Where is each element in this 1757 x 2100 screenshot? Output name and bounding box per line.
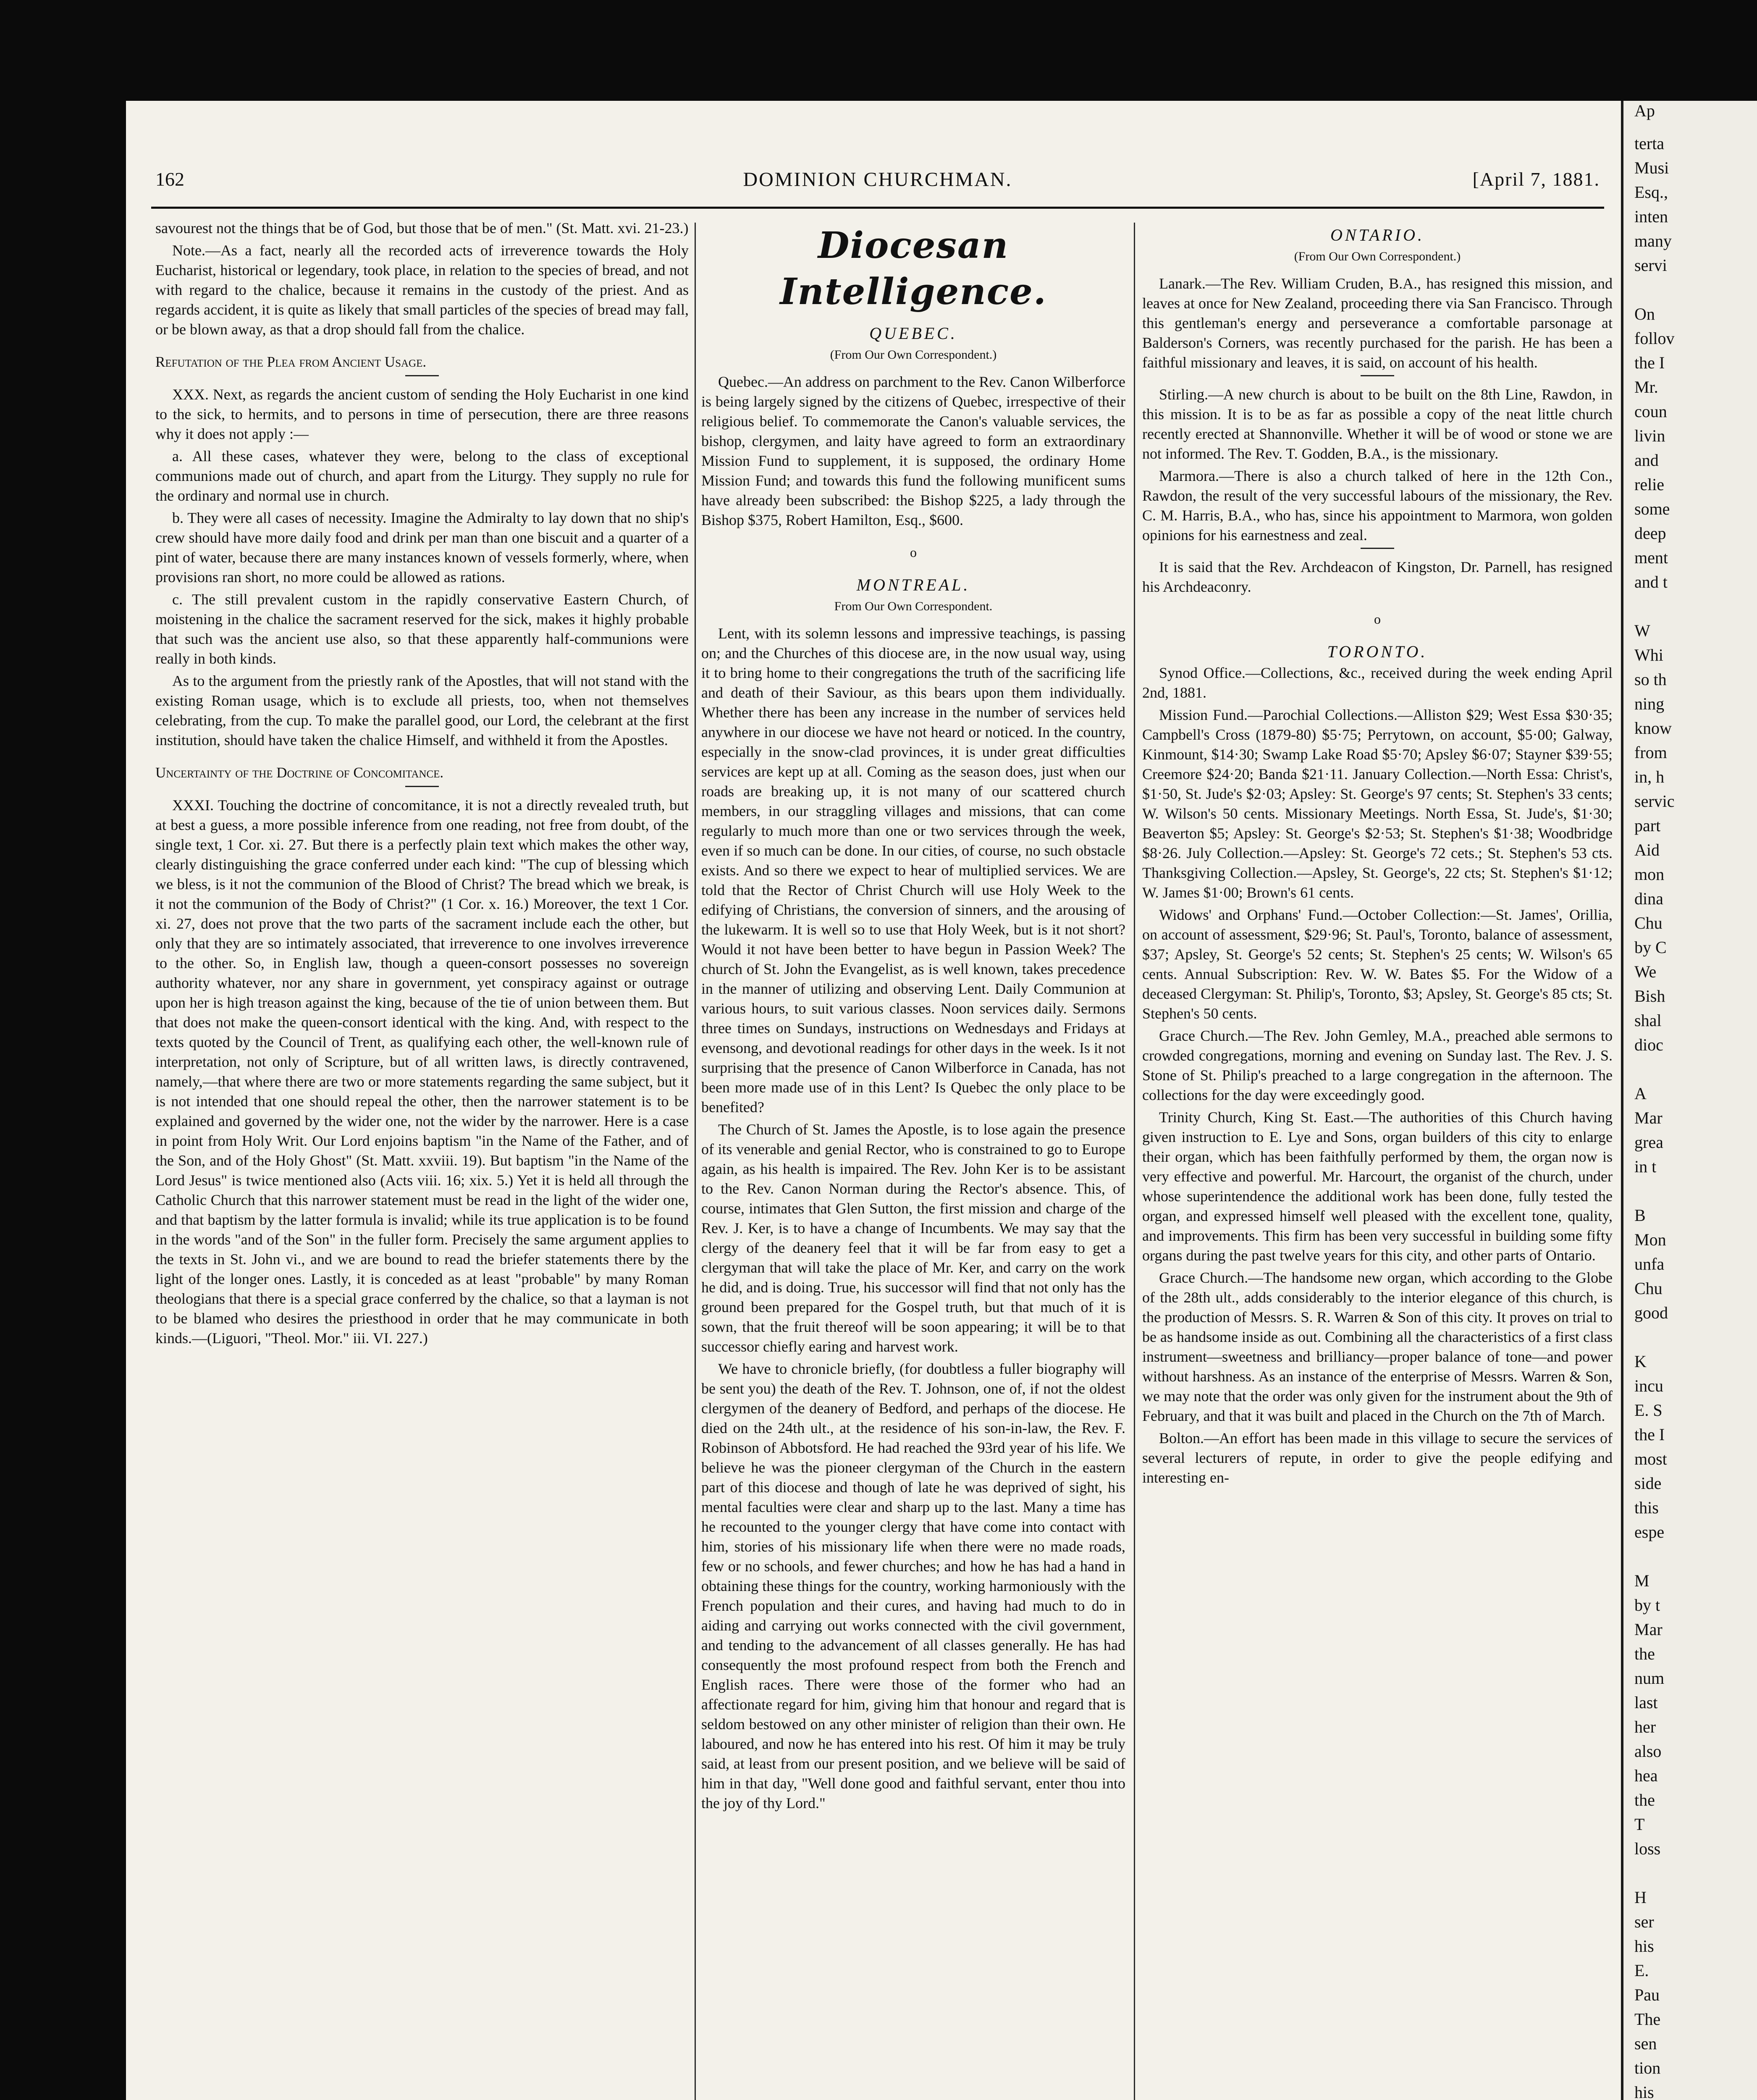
masthead: DOMINION CHURCHMAN.: [743, 168, 1012, 191]
adjacent-page-fragment: E. S: [1634, 1401, 1663, 1420]
adjacent-page-fragment: livin: [1634, 426, 1665, 445]
adjacent-page-fragment: from: [1634, 743, 1667, 762]
paragraph: Grace Church.—The handsome new organ, which according to the Globe of the 28th ult., adds considerably to the interior elegance of this church, is the production of Messrs. S. R. Warren & Son of this city. It proves on trial to be as handsome inside as out. Combining all the characteristics of a first class instrument—sweetness and brilliancy—proper balance of tone—and power without harshness. As an instance of the enterprise of Messrs. Warren & Son, we may note that the order was only given for the instrument about the 9th of February, and that it was built and placed in the Church on the 7th of March.: [1142, 1269, 1613, 1424]
adjacent-page-fragment: ser: [1634, 1912, 1654, 1931]
correspondent-line: (From Our Own Correspondent.): [830, 348, 997, 362]
paragraph: Synod Office.—Collections, &c., received during the week ending April 2nd, 1881.: [1142, 664, 1613, 701]
fragment-gap: [1623, 278, 1757, 302]
adjacent-page-fragment: Whi: [1634, 646, 1663, 664]
fragment-gap: [1623, 1057, 1757, 1082]
paragraph: The Church of St. James the Apostle, is to lose again the presence of its venerable and genial Rector, who is constrained to go to Europe again, as his health is impaired. The Rev. John Ker is to be assistant to the Rev. Canon Norman during the Rector's absence. This, of course, intimates that Glen Sutton, the first mission and charge of the Rev. J. Ker, is to have a change of Incumbents. We may say that the clergy of the deanery feel that it will be far from easy to get a clergyman that will take the place of Mr. Ker, and carry on the work he did, and is doing. True, his successor will find that not only has the ground been prepared for the Gospel truth, but that much of it is sown, that the fruit thereof will be soon appearing; it will be to that successor chiefly earing and harvest work.: [701, 1121, 1125, 1355]
column-2: [701, 218, 1125, 2100]
paragraph: XXXI. Touching the doctrine of concomitance, it is not a directly revealed truth, but at best a guess, a more possible inference from one reading, not free from doubt, of the single text, 1 Cor. xi. 27. But there is a perfectly plain text which makes the other way, clearly distinguishing the grace conferred under each kind: "The cup of blessing which we bless, is it not the communion of the Blood of Christ? The bread which we break, is it not the communion of the Body of Christ?" (1 Cor. x. 16.) Moreover, the text 1 Cor. xi. 27, does not prove that the two parts of the sacrament include each the other, but only that they are so intimately associated, that irreverence to one involves irreverence to the other. So, in English law, though a queen-consort possesses no sovereign authority whatever, nor any share in government, yet conspiracy against or outrage upon her is high treason against the king, because of the tie of union between them. But that does not make the queen-consort identical with the king. And, with respect to the texts quoted by the Council of Trent, as qualifying each other, the well-known rule of interpretation, not only of Scripture, but of all written laws, is directly contravened, namely,—that where there are two or more statements regarding the same subject, but it is not intended that one should repeal the other, then the narrower statement is to be explained and governed by the wider one, not the wider by the narrower. Here is a case in point from Holy Writ. Our Lord enjoins baptism "in the Name of the Father, and of the Son, and of the Holy Ghost" (St. Matt. xxviii. 19). But baptism "in the Name of the Lord Jesus" is twice mentioned also (Acts viii. 16; xix. 5.) Yet it is held all through the Catholic Church that this narrower statement must be read in the light of the wider one, and that baptism by the latter formula is invalid; while its true application is to be found in the words "and of the Son" in the fuller form. Precisely the same argument applies to the texts in St. John vi., and we are bound to read the briefer statements there by the light of the longer ones. Lastly, it is conceded as at least "probable" by many Roman theologians that there is a special grace conferred by the chalice, so that a layman is not to be blamed who desires the priesthood in order that he may communicate in both kinds.—(Liguori, "Theol. Mor." iii. VI. 227.): [155, 797, 689, 1347]
paragraph: c. The still prevalent custom in the rapidly conservative Eastern Church, of moistening in the chalice the sacrament reserved for the sick, makes it highly probable that such was the ancient use also, so that these apparently half-communions were really in both kinds.: [155, 591, 689, 667]
adjacent-page-fragment: Chu: [1634, 914, 1663, 932]
adjacent-page-fragment: his: [1634, 2083, 1654, 2100]
diocese-heading: TORONTO.: [1327, 642, 1428, 661]
adjacent-page-fragment: Esq.,: [1634, 183, 1668, 202]
paragraph: Lent, with its solemn lessons and impressive teachings, is passing on; and the Churches of this diocese are, in the now usual way, using it to bring home to their congregations the truth of the sacrificing life and death of their Saviour, as this bears upon them individually. Whether there has been any increase in the number of services held anywhere in our diocese we have not heard or noticed. In the country, especially in the snow-clad provinces, it is under great difficulties services are kept up at all. Coming as the season does, just when our roads are breaking up, it is not many of our scattered church members, in our straggling villages and missions, that can come regularly to much more than one or two services through the week, even if so much can be done. In our cities, of course, no such obstacle exists. And so there we expect to hear of multiplied services. We are told that the Rector of Christ Church will use Holy Week to the edifying of Christians, the conversion of sinners, and the arousing of the lukewarm. It is well so to use that Holy Week, but is it not short? Would it not have been better to have begun in Passion Week? The church of St. John the Evangelist, as is well known, takes precedence in the manner of utilizing and observing Lent. Daily Communion at various hours, to suit various classes. Noon services daily. Sermons three times on Sundays, instructions on Wednesdays and Fridays at evensong, and devotional readings for other days in the week. Is it not surprising that the presence of Canon Wilberforce in Canada, has not been more made use of in this Lent? Is Quebec the only place to be benefited?: [701, 625, 1125, 1116]
adjacent-page-fragment: dioc: [1634, 1035, 1663, 1054]
adjacent-page-fragment: W: [1634, 621, 1650, 640]
adjacent-page-fragment: The: [1634, 2010, 1661, 2029]
adjacent-page-fragment: part: [1634, 816, 1661, 835]
adjacent-page-fragment: On: [1634, 304, 1655, 323]
fragment-gap: [1623, 1544, 1757, 1569]
adjacent-page-fragment: in t: [1634, 1157, 1657, 1176]
paragraph: XXX. Next, as regards the ancient custom of sending the Holy Eucharist in one kind to the sick, to hermits, and to persons in time of persecution, there are three reasons why it does not apply :—: [155, 386, 689, 442]
short-rule: [1361, 548, 1394, 549]
adjacent-page-fragment: some: [1634, 499, 1670, 518]
column-rule: [695, 223, 696, 2100]
adjacent-page-fragment: this: [1634, 1498, 1659, 1517]
adjacent-page-fragment: H: [1634, 1888, 1647, 1907]
adjacent-page-fragment: many: [1634, 231, 1672, 250]
adjacent-page-fragment: unfa: [1634, 1255, 1665, 1273]
adjacent-page-fragment: deep: [1634, 524, 1666, 543]
fragment-gap: [1623, 1861, 1757, 1885]
paragraph: Note.—As a fact, nearly all the recorded acts of irreverence towards the Holy Eucharist, historical or legendary, took place, in relation to the species of bread, and not with regard to the chalice, because it remains in the custody of the priest. And as regards accident, it is quite as likely that small particles of the species of bread may fall, or be blown away, as that a drop should fall from the chalice.: [155, 242, 689, 338]
short-rule: [405, 375, 439, 376]
paragraph: Marmora.—There is also a church talked of here in the 12th Con., Rawdon, the result of the very successful labours of the missionary, the Rev. C. M. Harris, B.A., who has, since his appointment to Marmora, won golden opinions for his earnestness and zeal.: [1142, 467, 1613, 543]
column-rule: [1134, 223, 1135, 2100]
paragraph: a. All these cases, whatever they were, belong to the class of exceptional communions made out of church, and apart from the Liturgy. They supply no rule for the ordinary and normal use in church.: [155, 448, 689, 504]
adjacent-page-fragment: Bish: [1634, 987, 1665, 1005]
adjacent-page-fragment: A: [1634, 1084, 1647, 1103]
adjacent-page-fragment: good: [1634, 1303, 1668, 1322]
adjacent-page-fragment: by C: [1634, 938, 1667, 957]
adjacent-page-fragment: loss: [1634, 1839, 1661, 1858]
adjacent-page-fragment: tion: [1634, 2058, 1661, 2077]
adjacent-page-fragment: Mr.: [1634, 378, 1658, 396]
adjacent-page-fragment: his: [1634, 1937, 1654, 1956]
paragraph: We have to chronicle briefly, (for doubtless a fuller biography will be sent you) the death of the Rev. T. Johnson, one of, if not the oldest clergymen of the deanery of Bedford, and perhaps of the diocese. He died on the 24th ult., at the residence of his son-in-law, the Rev. F. Robinson of Abbotsford. He had reached the 93rd year of his life. We believe he was the pioneer clergyman of the Church in the eastern part of this diocese and though of late he was deprived of sight, his mental faculties were clear and sharp up to the last. Many a time has he recounted to the younger clergy that have come into contact with him, stories of his missionary life when there were no made roads, few or no schools, and fewer churches; and how he has had a hand in obtaining these things for the country, working harmoniously with the French population and their cures, and having had much to do in aiding and carrying out works connected with the civil government, and tending to the advancement of all classes generally. He has had consequently the most profound respect from both the French and English races. There were those of the former who had an affectionate regard for him, giving him that honour and regard that is seldom bestowed on any other minister of religion than their own. He laboured, and now he has entered into his rest. Of him it may be truly said, at least from our present position, and we believe will be said of him in that day, "Well done good and faithful servant, enter thou into the joy of thy Lord.": [701, 1360, 1125, 1811]
paragraph: Mission Fund.—Parochial Collections.—Alliston $29; West Essa $30·35; Campbell's Cross (1879-80) $5·75; Perrytown, on account, $5·00; Galway, Kinmount, $14·30; Swamp Lake Road $5·70; Apsley $6·07; Stayner $39·55; Creemore $24·20; Banda $21·11. January Collection.—North Essa: Christ's, $1·50, St. Jude's $2·03; Apsley: St. George's 97 cents; St. Stephen's 33 cents; W. Wilson's 50 cents. Missionary Meetings. North Essa, St. Jude's, $1·30; Beaverton $5; Apsley: St. George's $2·53; St. Stephen's $1·38; Woodbridge $8·26. July Collection.—Apsley: St. George's 72 cets.; St. Stephen's 53 cts. Thanksgiving Collection.—Apsley, St. George's, 22 cts; St. Stephen's $1·12; W. James $1·00; Brown's 61 cents.: [1142, 706, 1613, 901]
section-banner: Diocesan Intelligence.: [780, 224, 1047, 313]
paragraph: Lanark.—The Rev. William Cruden, B.A., has resigned this mission, and leaves at once for New Zealand, proceeding there via San Francisco. Through this gentleman's energy and perseverance a comfortable parsonage at Balderson's Corners, was recently purchased for the parish. He has been a faithful missionary and leaves, it is said, on account of his health.: [1142, 275, 1613, 371]
paragraph: Grace Church.—The Rev. John Gemley, M.A., preached able sermons to crowded congregations, morning and evening on Sunday last. The Rev. J. S. Stone of St. Philip's preached to a large congregation in the afternoon. The collections for the day were exceedingly good.: [1142, 1027, 1613, 1103]
adjacent-page-fragment: ment: [1634, 548, 1668, 567]
paragraph: savourest not the things that be of God, but those that be of men." (St. Matt. xvi. 21-23.): [155, 220, 689, 236]
adjacent-page-fragment: the I: [1634, 1425, 1665, 1444]
adjacent-page-fragment: E.: [1634, 1961, 1649, 1980]
adjacent-page-fragment: also: [1634, 1742, 1662, 1761]
paragraph: As to the argument from the priestly rank of the Apostles, that will not stand with the existing Roman usage, which is to exclude all priests, too, when not themselves celebrating, from the cup. To make the parallel good, our Lord, the celebrant at the first institution, should have taken the chalice Himself, and withheld it from the Apostles.: [155, 672, 689, 748]
adjacent-page-fragment: Mon: [1634, 1230, 1666, 1249]
paragraph: Quebec.—An address on parchment to the Rev. Canon Wilberforce is being largely signed by the citizens of Quebec, irrespective of their religious belief. To commemorate the Canon's valuable services, the bishop, clergymen, and laity have agreed to form an extraordinary Mission Fund to supplement, it is supposed, the ordinary Home Mission Fund; and towards this fund the following munificent sums have already been subscribed: the Bishop $225, a lady through the Bishop $375, Robert Hamilton, Esq., $600.: [701, 373, 1125, 528]
adjacent-page-fragment: and t: [1634, 572, 1668, 591]
fragment-gap: [1623, 1325, 1757, 1349]
adjacent-page-fragments: [1623, 131, 1757, 2100]
diocese-heading: MONTREAL.: [856, 575, 970, 594]
adjacent-page-fragment: shal: [1634, 1011, 1662, 1030]
adjacent-page-fragment: Mar: [1634, 1620, 1663, 1639]
adjacent-page-fragment: M: [1634, 1571, 1649, 1590]
adjacent-page-fragment: coun: [1634, 402, 1667, 421]
adjacent-page-fragment: Musi: [1634, 158, 1669, 177]
adjacent-page-fragment: relie: [1634, 475, 1665, 494]
adjacent-page-fragment: so th: [1634, 670, 1667, 689]
diocese-heading: ONTARIO.: [1330, 226, 1424, 244]
adjacent-page-fragment: dina: [1634, 889, 1663, 908]
adjacent-page-fragment: num: [1634, 1669, 1665, 1688]
adjacent-page-fragment: by t: [1634, 1596, 1660, 1614]
issue-date: [April 7, 1881.: [1472, 168, 1600, 190]
paragraph: Widows' and Orphans' Fund.—October Collection:—St. James', Orillia, on account of assessment, $29·96; St. Paul's, Toronto, balance of assessment, $37; Apsley, St. George's 52 cents; St. Stephen's 25 cents; W. Wilson's 65 cents. Annual Subscription: Rev. W. W. Bates $5. For the Widow of a deceased Clergyman: St. Philip's, Toronto, $3; Apsley, St. George's 85 cts; St. Stephen's 50 cents.: [1142, 906, 1613, 1022]
adjacent-page-edge: [1621, 101, 1757, 2100]
page-header: [155, 168, 1600, 206]
adjacent-page-fragment: Aid: [1634, 840, 1660, 859]
fragment-gap: [1623, 1179, 1757, 1203]
adjacent-page-fragment: in, h: [1634, 767, 1665, 786]
short-rule: [1361, 375, 1394, 376]
adjacent-page-fragment: Pau: [1634, 1985, 1660, 2004]
paragraph: Trinity Church, King St. East.—The authorities of this Church having given instruction to E. Lye and Sons, organ builders of this city to enlarge their organ, which has been faithfully performed by them, the organ now is very effective and powerful. Mr. Harcourt, the organist of the church, under whose superintendence the additional work has been done, fully tested the organ, and expressed himself well pleased with the excellent tone, quality, and improvements. This firm has been very successful in building some fifty organs during the past twelve years for this city, and other parts of Ontario.: [1142, 1109, 1613, 1264]
adjacent-page-fragment: servi: [1634, 256, 1667, 275]
paragraph: It is said that the Rev. Archdeacon of Kingston, Dr. Parnell, has resigned his Archdeaconry.: [1142, 559, 1613, 595]
fragment-gap: [1623, 594, 1757, 619]
adjacent-page-fragment: last: [1634, 1693, 1658, 1712]
adjacent-page-fragment: grea: [1634, 1133, 1663, 1152]
separator-ornament: o: [1374, 612, 1381, 627]
column-3: [1142, 218, 1613, 2100]
adjacent-page-fragment: her: [1634, 1717, 1656, 1736]
diocese-heading: QUEBEC.: [869, 324, 957, 343]
short-rule: [405, 786, 439, 787]
adjacent-page-fragment: follov: [1634, 329, 1675, 348]
adjacent-page-fragment: espe: [1634, 1522, 1665, 1541]
adjacent-page-fragment: side: [1634, 1474, 1662, 1493]
adjacent-page-fragment: the I: [1634, 353, 1665, 372]
adjacent-page-fragment: sen: [1634, 2034, 1657, 2053]
adjacent-page-fragment: hea: [1634, 1766, 1658, 1785]
adjacent-page-fragment: incu: [1634, 1376, 1663, 1395]
adjacent-page-fragment: T: [1634, 1815, 1645, 1834]
adjacent-page-fragment: ning: [1634, 694, 1665, 713]
section-heading: Uncertainty of the Doctrine of Concomitance.: [155, 764, 444, 781]
adjacent-page-fragment: the: [1634, 1644, 1655, 1663]
adjacent-page-fragment: Mar: [1634, 1108, 1663, 1127]
page-number: 162: [155, 168, 184, 190]
adjacent-page-fragment: inten: [1634, 207, 1668, 226]
adjacent-page-fragment: and: [1634, 451, 1659, 470]
section-heading: Refutation of the Plea from Ancient Usage.: [155, 354, 427, 370]
adjacent-page-fragment: the: [1634, 1790, 1655, 1809]
correspondent-line: From Our Own Correspondent.: [834, 599, 993, 613]
column-1: [155, 218, 689, 2100]
adjacent-page-header: Ap: [1634, 101, 1655, 120]
adjacent-page-fragment: We: [1634, 962, 1657, 981]
adjacent-page-fragment: terta: [1634, 134, 1665, 153]
adjacent-page-fragment: K: [1634, 1352, 1647, 1371]
paragraph: Stirling.—A new church is about to be built on the 8th Line, Rawdon, in this mission. It is to be as far as possible a copy of the neat little church recently erected at Shannonville. Whether it will be of wood or stone we are not informed. The Rev. T. Godden, B.A., is the missionary.: [1142, 386, 1613, 462]
adjacent-page-fragment: servic: [1634, 792, 1675, 811]
correspondent-line: (From Our Own Correspondent.): [1294, 249, 1461, 263]
header-rule: [151, 207, 1604, 209]
separator-ornament: o: [910, 545, 917, 560]
adjacent-page-fragment: Chu: [1634, 1279, 1663, 1298]
adjacent-page-fragment: know: [1634, 719, 1672, 738]
adjacent-page-fragment: most: [1634, 1449, 1667, 1468]
adjacent-page-fragment: B: [1634, 1206, 1646, 1225]
adjacent-page-fragment: mon: [1634, 865, 1665, 884]
paragraph: b. They were all cases of necessity. Imagine the Admiralty to lay down that no ship's crew should have more daily food and drink per man than one biscuit and a quarter of a pint of water, because there are many instances known of vessels formerly, where, when provisions ran short, no more could be allowed as rations.: [155, 509, 689, 585]
paragraph: Bolton.—An effort has been made in this village to secure the services of several lecturers of repute, in order to give the people edifying and interesting en-: [1142, 1430, 1613, 1486]
